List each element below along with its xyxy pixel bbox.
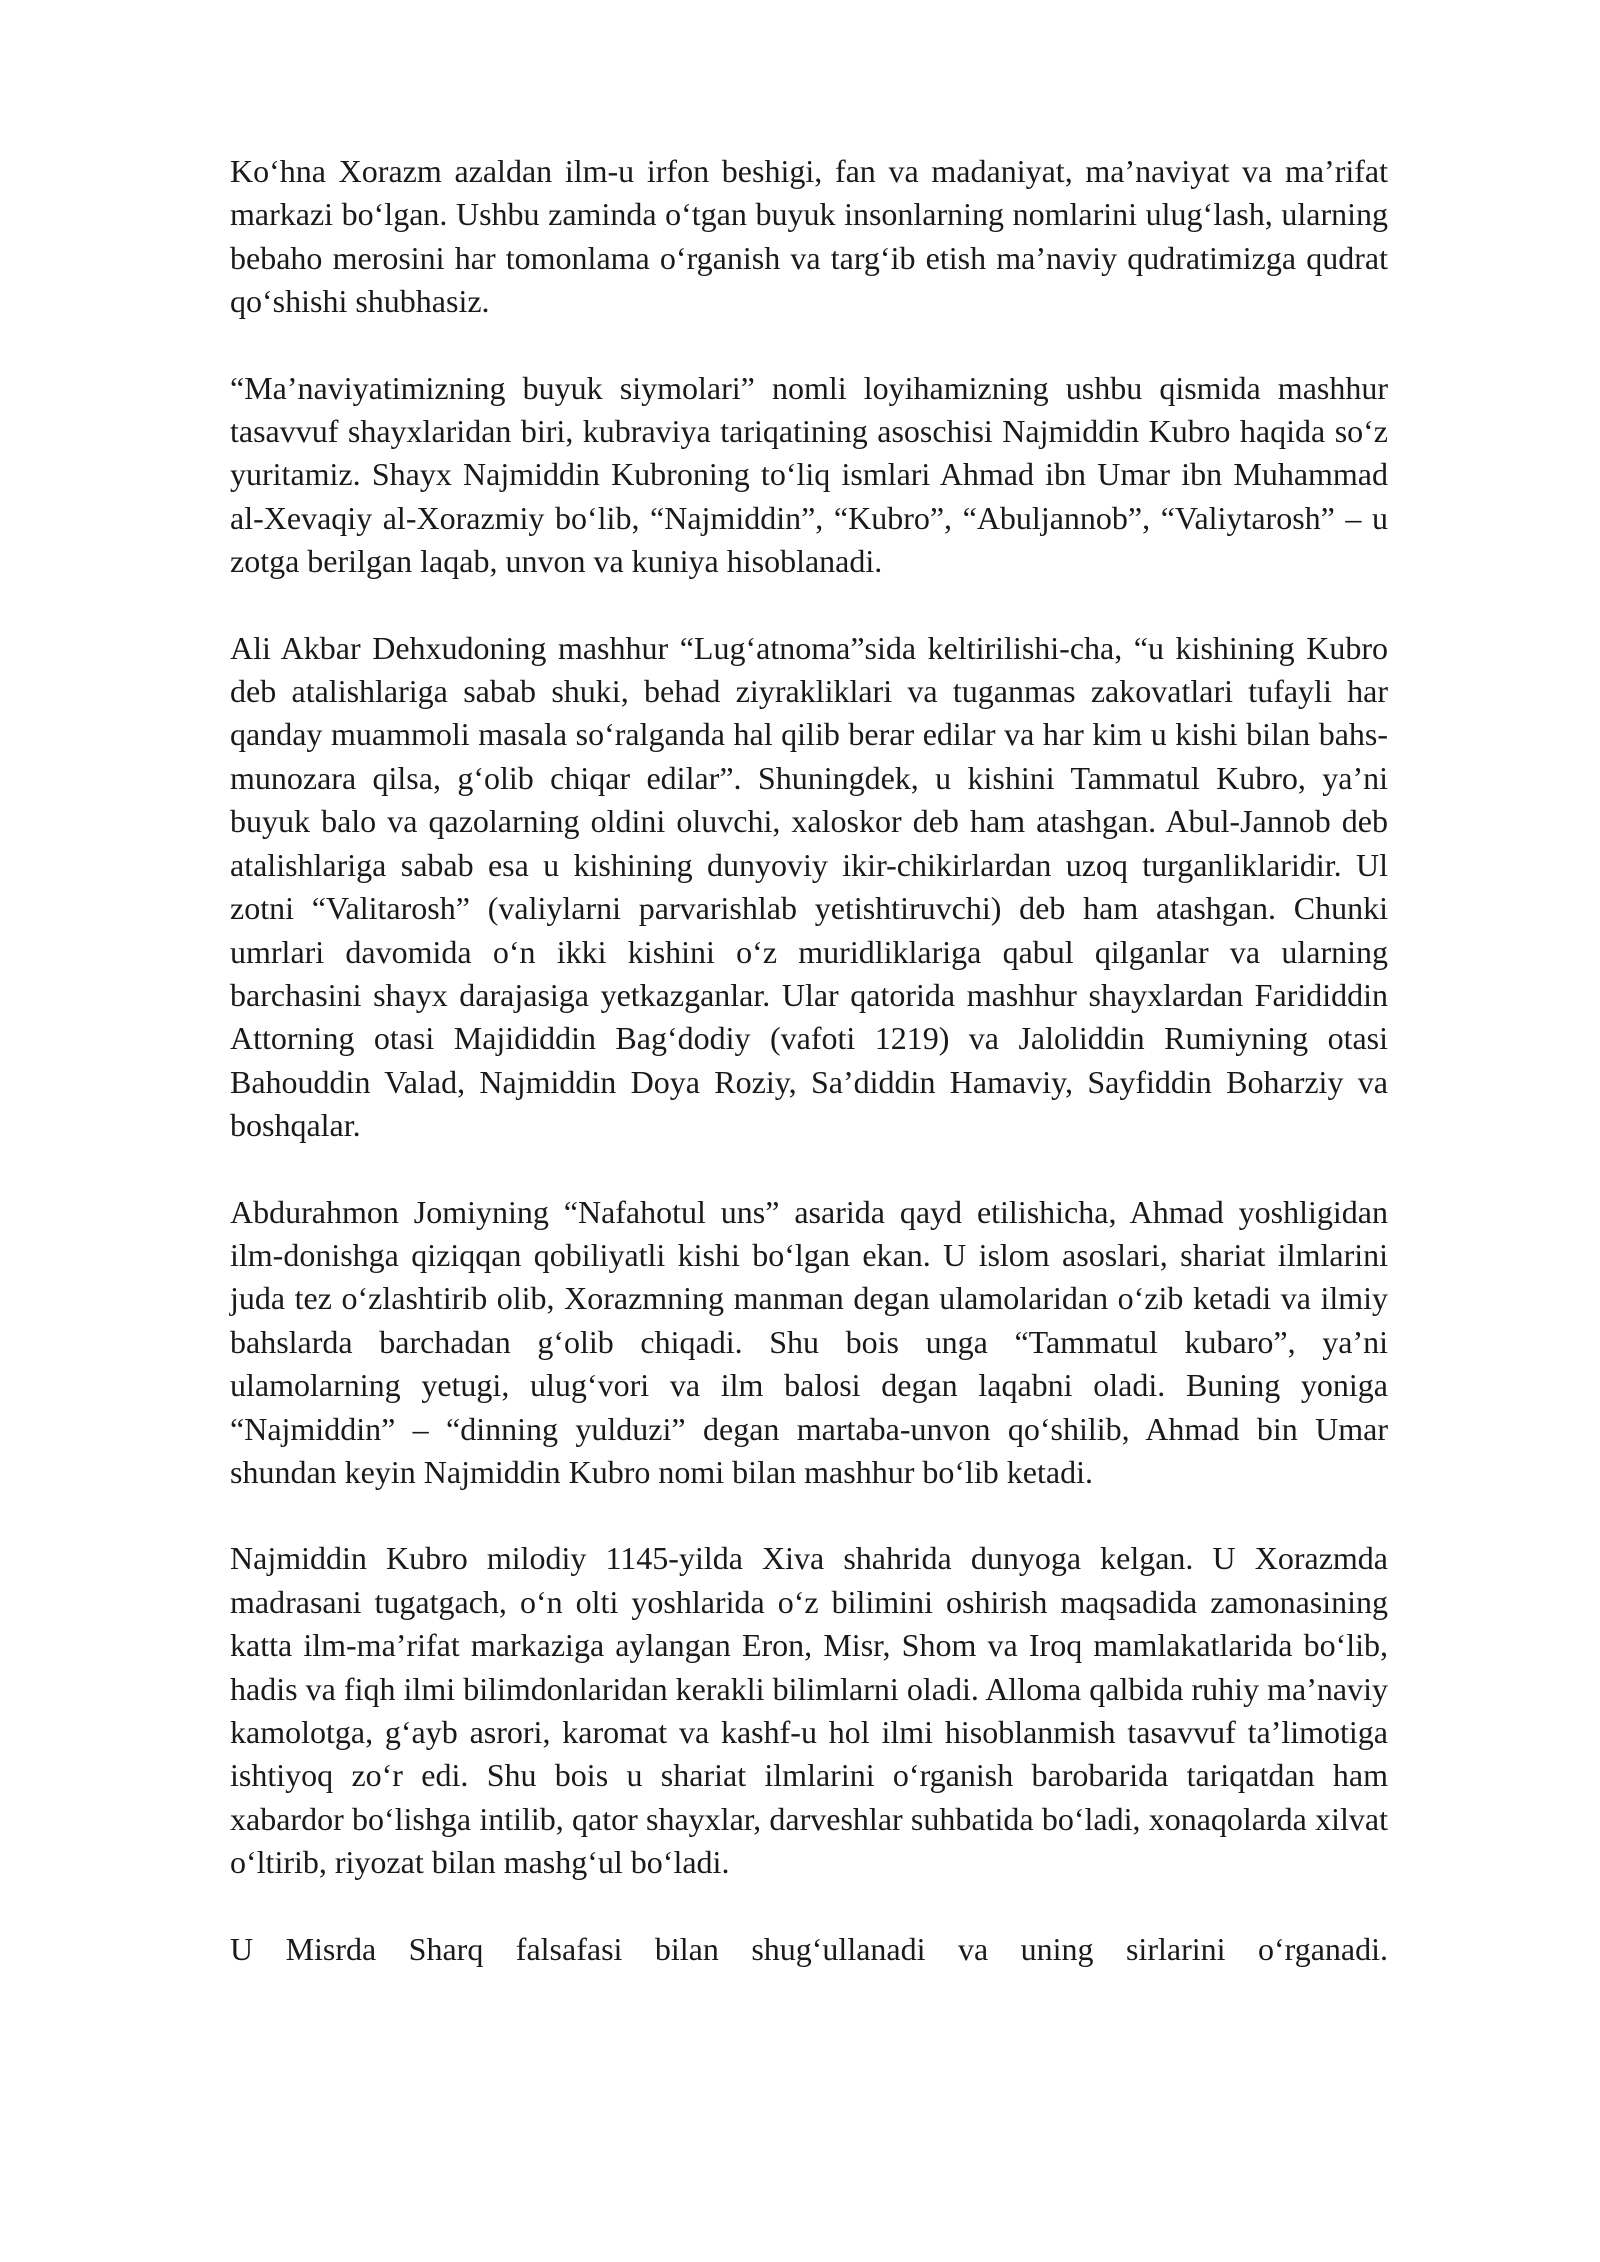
paragraph-misr: U Misrda Sharq falsafasi bilan shug‘ullanadi va uning sirlarini o‘rganadi. [230,1930,1388,1967]
paragraph-dehxudo: Ali Akbar Dehxudoning mashhur “Lug‘atnoma”sida keltirilishi-cha, “u kishining Kubro deb atalishlariga sabab shuki, behad ziyrakliklari va tuganmas zakovatlari tufayli har qanday muammoli masala so‘ralganda hal qilib berar edilar va har kim u kishi bilan bahs-munozara qilsa, g‘olib chiqar edilar”. Shuningdek, u kishini Tammatul Kubro, ya’ni buyuk balo va qazolarning oldini oluvchi, xaloskor deb ham atashgan. Abul-Jannob deb atalishlariga sabab esa u kishining dunyoviy ikir-chikirlardan uzoq turganliklaridir. Ul zotni “Valitarosh” (valiylarni parvarishlab yetishtiruvchi) deb ham atashgan. Chunki umrlari davomida o‘n ikki kishini o‘z muridliklariga qabul qilganlar va ularning barchasini shayx darajasiga yetkazganlar. Ular qatorida mashhur shayxlardan Farididdin Attorning otasi Majididdin Bag‘dodiy (vafoti 1219) va Jaloliddin Rumiyning otasi Bahouddin Valad, Najmiddin Doya Roziy, Sa’diddin Hamaviy, Sayfiddin Boharziy va boshqalar. [230,629,1388,1144]
paragraph-intro: Ko‘hna Xorazm azaldan ilm-u irfon beshigi, fan va madaniyat, ma’naviyat va ma’rifat markazi bo‘lgan. Ushbu zaminda o‘tgan buyuk insonlarning nomlarini ulug‘lash, ularning bebaho merosini har tomonlama o‘rganish va targ‘ib etish ma’naviy qudratimizga qudrat qo‘shishi shubhasiz. [230,153,1388,320]
document-page [230,150,1388,1971]
paragraph-project: “Ma’naviyatimizning buyuk siymolari” nomli loyihamizning ushbu qismida mashhur tasavvuf shayxlaridan biri, kubraviya tariqatining asoschisi Najmiddin Kubro haqida so‘z yuritamiz. Shayx Najmiddin Kubroning to‘liq ismlari Ahmad ibn Umar ibn Muhammad al-Xevaqiy al-Xorazmiy bo‘lib, “Najmiddin”, “Kubro”, “Abuljannob”, “Valiytarosh” – u zotga berilgan laqab, unvon va kuniya hisoblanadi. [230,369,1388,580]
paragraph-jomiy: Abdurahmon Jomiyning “Nafahotul uns” asarida qayd etilishicha, Ahmad yoshligidan ilm-donishga qiziqqan qobiliyatli kishi bo‘lgan ekan. U islom asoslari, shariat ilmlarini juda tez o‘zlashtirib olib, Xorazmning manman degan ulamolaridan o‘zib ketadi va ilmiy bahslarda barchadan g‘olib chiqadi. Shu bois unga “Tammatul kubaro”, ya’ni ulamolarning yetugi, ulug‘vori va ilm balosi degan laqabni oladi. Buning yoniga “Najmiddin” – “dinning yulduzi” degan martaba-unvon qo‘shilib, Ahmad bin Umar shundan keyin Najmiddin Kubro nomi bilan mashhur bo‘lib ketadi. [230,1193,1388,1490]
paragraph-biography: Najmiddin Kubro milodiy 1145-yilda Xiva shahrida dunyoga kelgan. U Xorazmda madrasani tugatgach, o‘n olti yoshlarida o‘z bilimini oshirish maqsadida zamonasining katta ilm-ma’rifat markaziga aylangan Eron, Misr, Shom va Iroq mamlakatlarida bo‘lib, hadis va fiqh ilmi bilimdonlaridan kerakli bilimlarni oladi. Alloma qalbida ruhiy ma’naviy kamolotga, g‘ayb asrori, karomat va kashf-u hol ilmi hisoblanmish tasavvuf ta’limotiga ishtiyoq zo‘r edi. Shu bois u shariat ilmlarini o‘rganish barobarida tariqatdan ham xabardor bo‘lishga intilib, qator shayxlar, darveshlar suhbatida bo‘ladi, xonaqolarda xilvat o‘ltirib, riyozat bilan mashg‘ul bo‘ladi. [230,1540,1388,1881]
